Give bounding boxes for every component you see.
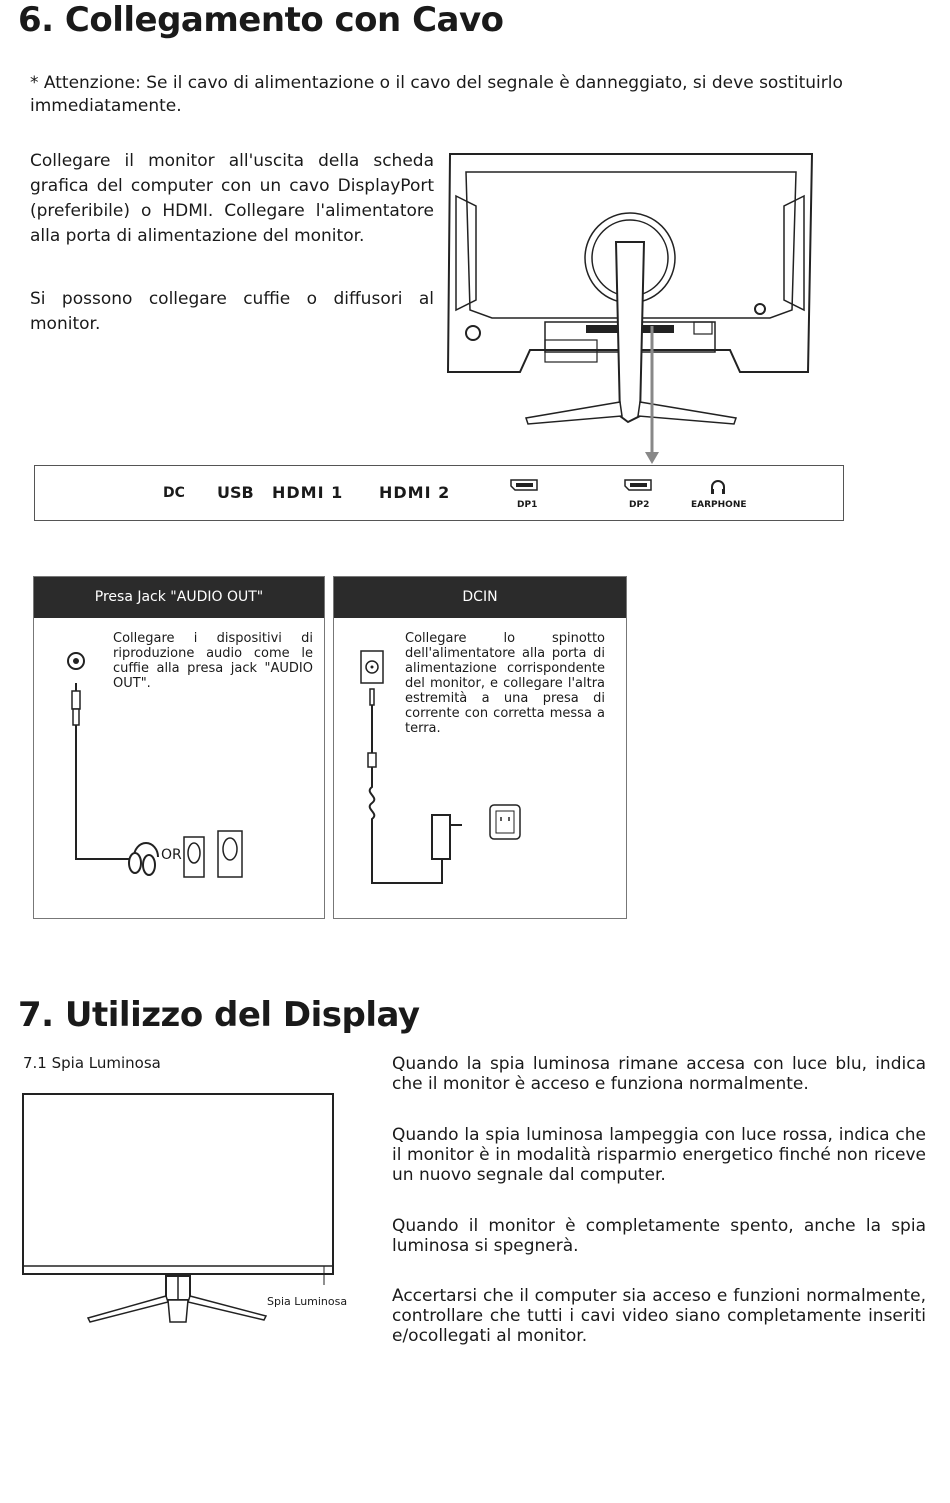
connection-paragraph: Collegare il monitor all'uscita della scheda grafica del computer con un cavo DisplayPort (preferibile) o HDMI. Collegare l'alimentatore alla porta di alimentazione del monitor.	[30, 151, 434, 246]
headphone-icon	[709, 478, 727, 496]
or-label: OR	[161, 847, 182, 863]
monitor-back-illustration	[440, 150, 820, 468]
indicator-subtitle: 7.1 Spia Luminosa	[23, 1054, 161, 1072]
port-strip	[34, 465, 844, 521]
port-dc: DC	[163, 485, 185, 501]
audio-paragraph: Si possono collegare cuffie o diffusori al monitor.	[30, 289, 434, 334]
dcin-box-title: DCIN	[334, 577, 626, 618]
power-connection-illustration	[334, 637, 626, 897]
port-hdmi1: HDMI 1	[272, 483, 344, 502]
monitor-front-illustration	[20, 1090, 340, 1328]
indicator-paragraph-3: Quando il monitor è completamente spento, anche la spia luminosa si spegnerà.	[392, 1216, 926, 1256]
dcin-box-text: Collegare lo spinotto dell'alimentatore alla porta di alimentazione corrispondente del monitor, e collegare l'altra estremità a una presa di corrente con corretta messa a terra.	[405, 631, 605, 736]
displayport-1-icon	[509, 478, 539, 492]
warning-text: * Attenzione: Se il cavo di alimentazione o il cavo del segnale è danneggiato, si deve sostituirlo immediatamente.	[30, 73, 843, 116]
port-dp2: DP2	[629, 500, 650, 510]
audio-out-box-text: Collegare i dispositivi di riproduzione audio come le cuffie alla presa jack "AUDIO OUT".	[113, 631, 313, 691]
indicator-paragraph-4: Accertarsi che il computer sia acceso e funzioni normalmente, controllare che tutti i cavi video siano completamente inseriti e/ocollegati al monitor.	[392, 1286, 926, 1346]
indicator-paragraph-2: Quando la spia luminosa lampeggia con luce rossa, indica che il monitor è in modalità risparmio energetico finché non riceve un nuovo segnale dal computer.	[392, 1125, 926, 1185]
section7-title: 7. Utilizzo del Display	[18, 995, 420, 1035]
port-earphone: EARPHONE	[691, 500, 747, 510]
port-usb: USB	[217, 483, 254, 502]
indicator-label: Spia Luminosa	[267, 1295, 348, 1308]
port-hdmi2: HDMI 2	[379, 483, 451, 502]
indicator-paragraph-1: Quando la spia luminosa rimane accesa con luce blu, indica che il monitor è acceso e funziona normalmente.	[392, 1054, 926, 1094]
displayport-2-icon	[623, 478, 653, 492]
section6-title: 6. Collegamento con Cavo	[18, 0, 504, 40]
dcin-box	[333, 576, 627, 919]
audio-out-box	[33, 576, 325, 919]
audio-out-box-title: Presa Jack "AUDIO OUT"	[34, 577, 324, 618]
port-dp1: DP1	[517, 500, 538, 510]
